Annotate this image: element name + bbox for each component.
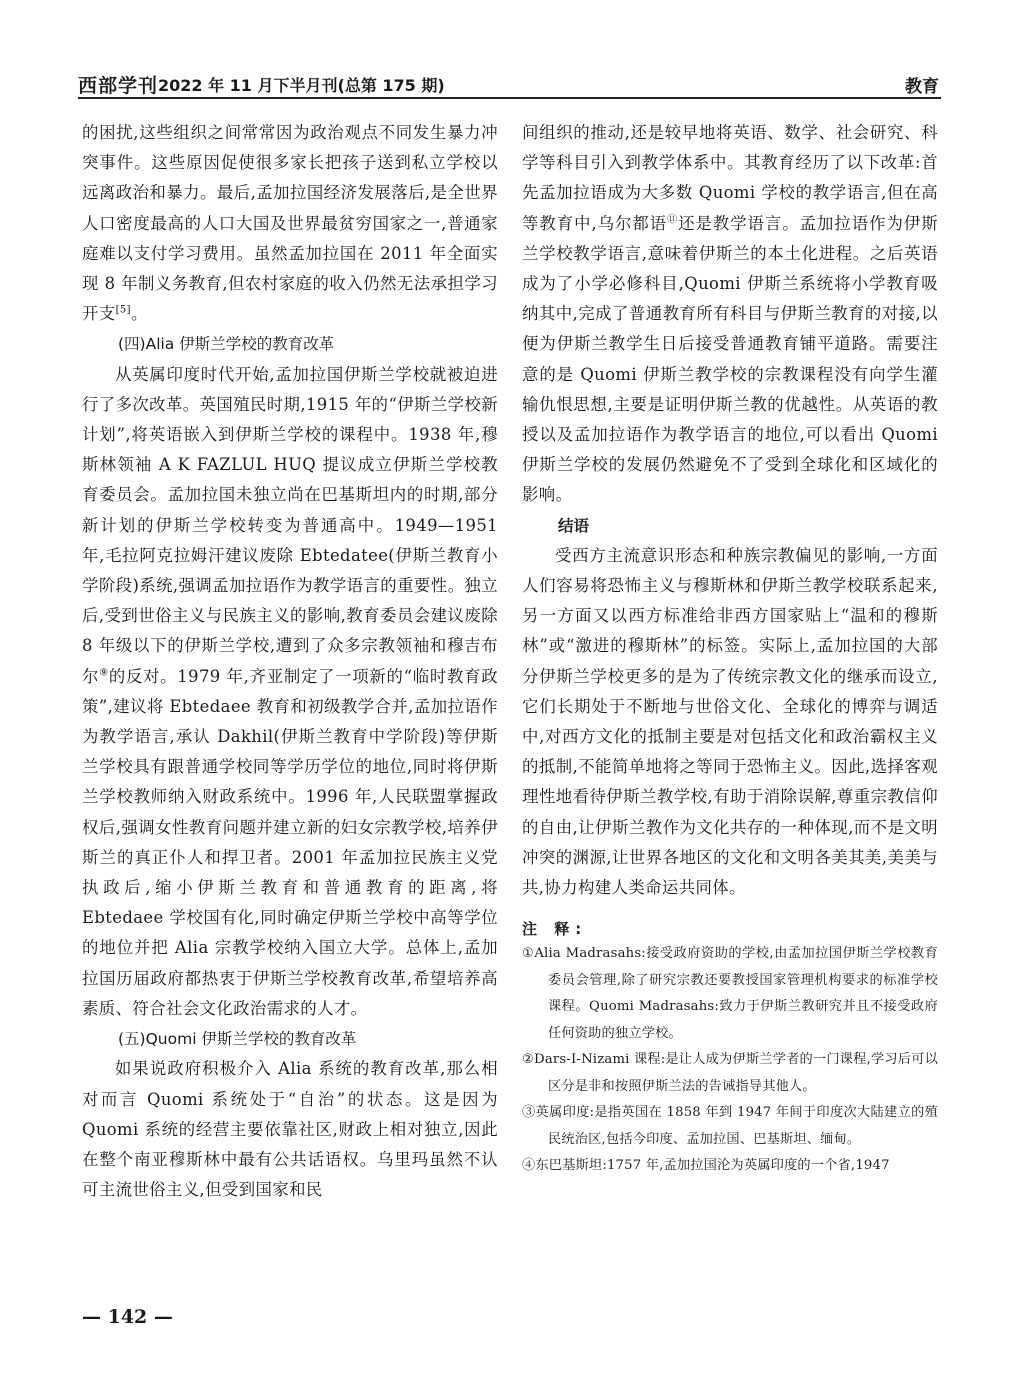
issue-info: 2022 年 11 月下半月刊(总第 175 期) (158, 76, 445, 95)
page-number: — 142 — (82, 1306, 173, 1328)
section-heading: (五)Quomi 伊斯兰学校的教育改革 (118, 1030, 357, 1049)
footnote: ②Dars-I-Nizami 课程:是让人成为伊斯兰学者的一门课程,学习后可以区分是非和按照伊斯兰法的告诫指导其他人。 (522, 1052, 938, 1094)
paragraph (522, 541, 938, 903)
header-divider (78, 97, 941, 99)
paragraph-text: 从英属印度时代开始,孟加拉国伊斯兰学校就被迫进行了多次改革。英国殖民时期,1915 年的“伊斯兰学校新计划”,将英语嵌入到伊斯兰学校的课程中。1938 年,穆斯林领袖 A K FAZLUL HUQ 提议成立伊斯兰学校教育委员会。孟加拉国未独立尚在巴基斯坦内的时期,部分新计划的伊斯兰学校转变为普通高中。1949—1951 年,毛拉阿克拉姆汗建议废除 Ebtedatee(伊斯兰教育小学阶段)系统,强调孟加拉语作为教学语言的重要性。独立后,受到世俗主义与民族主义的影响,教育委员会建议废除 8 年级以下的伊斯兰学校,遭到了众多宗教领袖和穆吉布尔 (82, 364, 498, 686)
paragraph-text: 如果说政府积极介入 Alia 系统的教育改革,那么相对而言 Quomi 系统处于“自治”的状态。这是因为 Quomi 系统的经营主要依靠社区,财政上相对独立,因此在整个南亚穆斯林中最有公共话语权。乌里玛虽然不认可主流世俗主义,但受到国家和民 (82, 1059, 498, 1200)
paragraph-text: 间组织的推动,还是较早地将英语、数学、社会研究、科学等科目引入到教学体系中。其教育经历了以下改革:首先孟加拉语成为大多数 Quomi 学校的教学语言,但在高等教育中,乌尔都语 (522, 123, 938, 233)
paragraph (82, 360, 498, 1024)
citation-marker: [5] (115, 304, 131, 316)
paragraph (82, 1054, 498, 1205)
paragraph-text: 受西方主流意识形态和种族宗教偏见的影响,一方面人们容易将恐怖主义与穆斯林和伊斯兰教学校联系起来,另一方面又以西方标准给非西方国家贴上“温和的穆斯林”或“激进的穆斯林”的标签。实际上,孟加拉国的大部分伊斯兰学校更多的是为了传统宗教文化的继承而设立,它们长期处于不断地与世俗文化、全球化的博弈与调适中,对西方文化的抵制主要是对包括文化和政治霸权主义的抵制,不能简单地将之等同于恐怖主义。因此,选择客观理性地看待伊斯兰教学校,有助于消除误解,尊重宗教信仰的自由,让伊斯兰教作为文化共存的一种体现,而不是文明冲突的渊源,让世界各地区的文化和文明各美其美,美美与共,协力构建人类命运共同体。 (522, 545, 938, 898)
notes-title: 注 释: (522, 920, 588, 939)
section-heading: (四)Alia 伊斯兰学校的教育改革 (118, 335, 335, 354)
footnote: ①Alia Madrasahs:接受政府资助的学校,由孟加拉国伊斯兰学校教育委员会管理,除了研究宗教还要教授国家管理机构要求的标准学校课程。Quomi Madrasahs:致力于伊斯兰教研究并且不接受政府任何资助的独立学校。 (522, 946, 938, 1041)
notes-list (522, 941, 938, 1180)
right-column (522, 118, 938, 1180)
paragraph-text: 的困扰,这些组织之间常常因为政治观点不同发生暴力冲突事件。这些原因促使很多家长把孩子送到私立学校以远离政治和暴力。最后,孟加拉国经济发展落后,是全世界人口密度最高的人口大国及世界最贫穷国家之一,普通家庭难以支付学习费用。虽然孟加拉国在 2011 年全面实现 8 年制义务教育,但农村家庭的收入仍然无法承担学习开支 (82, 123, 498, 324)
paragraph-text-continued: 的反对。1979 年,齐亚制定了一项新的“临时教育政策”,建议将 Ebtedaee 教育和初级教学合并,孟加拉语作为教学语言,承认 Dakhil(伊斯兰教育中学阶段)等伊斯兰学校具有跟普通学校同等学历学位的地位,同时将伊斯兰学校教师纳入财政系统中。1996 年,人民联盟掌握政权后,强调女性教育问题并建立新的妇女宗教学校,培养伊斯兰的真正仆人和捍卫者。2001 年孟加拉民族主义党执政后,缩小伊斯兰教育和普通教育的距离,将 Ebtedaee 学校国有化,同时确定伊斯兰学校中高等学位的地位并把 Alia 宗教学校纳入国立大学。总体上,孟加拉国历届政府都热衷于伊斯兰学校教育改革,希望培养高素质、符合社会文化政治需求的人才。 (82, 666, 498, 1018)
paragraph (522, 118, 938, 511)
section-heading: 结语 (558, 516, 590, 535)
paragraph (82, 118, 498, 329)
section-name: 教育 (905, 77, 939, 97)
paragraph-text-continued: 。 (130, 304, 148, 324)
right-column-body (522, 118, 938, 903)
page-header (78, 70, 941, 98)
footnote: ④东巴基斯坦:1757 年,孟加拉国沦为英属印度的一个省,1947 (522, 1158, 890, 1174)
citation-marker: ⑨ (99, 667, 109, 679)
footnote: ③英属印度:是指英国在 1858 年到 1947 年间于印度次大陆建立的殖民统治区,包括今印度、孟加拉国、巴基斯坦、缅甸。 (522, 1105, 938, 1147)
paragraph-text-continued: 还是教学语言。孟加拉语作为伊斯兰学校教学语言,意味着伊斯兰的本土化进程。之后英语成为了小学必修科目,Quomi 伊斯兰系统将小学教育吸纳其中,完成了普通教育所有科目与伊斯兰教育的对接,以便为伊斯兰教学生日后接受普通教育铺平道路。需要注意的是 Quomi 伊斯兰教学校的宗教课程没有向学生灌输仇恨思想,主要是证明伊斯兰教的优越性。从英语的教授以及孟加拉语作为教学语言的地位,可以看出 Quomi 伊斯兰学校的发展仍然避免不了受到全球化和区域化的影响。 (522, 213, 939, 505)
citation-marker: ⑪ (667, 214, 679, 226)
left-column (82, 118, 498, 1205)
journal-logo: 西部学刊 (78, 75, 159, 97)
